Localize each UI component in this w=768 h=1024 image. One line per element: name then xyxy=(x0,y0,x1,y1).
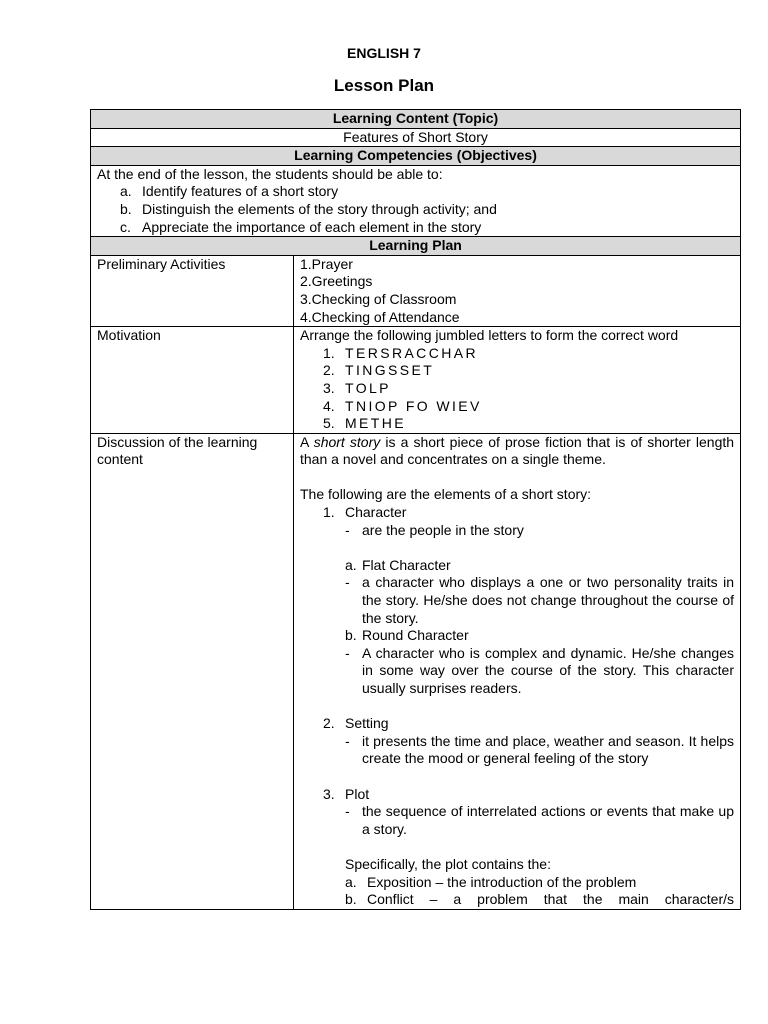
jumbled-word-item xyxy=(300,415,734,433)
learning-content-heading: Learning Content (Topic) xyxy=(91,110,741,129)
description-text: a character who displays a one or two personality traits in the story. He/she does not change throughout the course of the story. xyxy=(362,574,735,626)
preliminary-item: 3.Checking of Classroom xyxy=(300,290,457,307)
definition-text: is a short piece of prose fiction that is of shorter length than a novel and concentrates on a single theme. xyxy=(300,433,735,468)
character-type-marker: a. xyxy=(345,556,357,573)
competencies-cell xyxy=(91,165,741,236)
plot-part-item xyxy=(300,874,734,892)
dash-marker: - xyxy=(345,803,350,820)
jumbled-word-item xyxy=(300,362,734,380)
jumbled-word: TERSRACCHAR xyxy=(345,344,478,361)
dash-marker: - xyxy=(345,521,350,538)
discussion-label: Discussion of the learning content xyxy=(91,433,294,909)
element-heading-setting xyxy=(300,715,734,733)
preliminary-label: Preliminary Activities xyxy=(91,255,294,326)
objective-item xyxy=(97,219,734,237)
motivation-cell xyxy=(294,327,741,434)
jumbled-word: TOLP xyxy=(345,379,391,396)
element-marker: 2. xyxy=(323,715,335,732)
jumbled-word-marker: 5. xyxy=(323,415,335,432)
jumbled-word: TINGSSET xyxy=(345,362,435,379)
character-type-title: Round Character xyxy=(362,627,469,644)
objective-text: Appreciate the importance of each element in the story xyxy=(142,218,482,235)
character-type-marker: b. xyxy=(345,627,357,644)
element-title: Setting xyxy=(345,715,389,732)
jumbled-word-item xyxy=(300,380,734,398)
jumbled-word-item xyxy=(300,345,734,363)
dash-marker: - xyxy=(345,574,350,591)
learning-plan-heading-row xyxy=(91,237,741,256)
element-description xyxy=(300,733,734,768)
character-type-description xyxy=(300,574,734,627)
spacer xyxy=(300,698,734,716)
element-title: Character xyxy=(345,504,407,521)
preliminary-row xyxy=(91,255,741,326)
discussion-row xyxy=(91,433,741,909)
character-type-round xyxy=(300,627,734,645)
jumbled-word: TNIOP FO WIEV xyxy=(345,397,482,414)
element-marker: 1. xyxy=(323,504,335,521)
preliminary-item: 1.Prayer xyxy=(300,255,353,272)
spacer xyxy=(300,838,734,856)
objective-text: Identify features of a short story xyxy=(142,183,339,200)
plot-part-item xyxy=(300,891,734,909)
element-title: Plot xyxy=(345,785,370,802)
definition-article: A xyxy=(300,433,309,450)
competencies-heading: Learning Competencies (Objectives) xyxy=(91,147,741,166)
plot-part-marker: a. xyxy=(345,873,357,890)
competencies-row xyxy=(91,165,741,236)
plot-part-text: Conflict – a problem that the main character/s xyxy=(367,891,735,908)
jumbled-word-marker: 1. xyxy=(323,344,335,361)
objective-item xyxy=(97,201,734,219)
spacer xyxy=(300,768,734,786)
topic-row xyxy=(91,128,741,147)
objective-item xyxy=(97,183,734,201)
short-story-definition xyxy=(300,434,734,469)
element-marker: 3. xyxy=(323,785,335,802)
elements-intro: The following are the elements of a short story: xyxy=(300,486,592,503)
jumbled-word: METHE xyxy=(345,415,406,432)
objective-marker: b. xyxy=(120,200,132,217)
objective-marker: c. xyxy=(120,218,131,235)
preliminary-item: 2.Greetings xyxy=(300,273,373,290)
learning-plan-heading: Learning Plan xyxy=(91,237,741,256)
character-type-flat xyxy=(300,557,734,575)
spacer xyxy=(300,469,734,487)
motivation-intro: Arrange the following jumbled letters to form the correct word xyxy=(300,327,679,344)
plot-part-marker: b. xyxy=(345,891,357,908)
element-heading-character xyxy=(300,504,734,522)
definition-term: short story xyxy=(313,433,381,450)
topic-cell: Features of Short Story xyxy=(91,128,741,147)
preliminary-cell xyxy=(294,255,741,326)
character-type-title: Flat Character xyxy=(362,556,451,573)
objective-marker: a. xyxy=(120,183,132,200)
objective-text: Distinguish the elements of the story through activity; and xyxy=(142,200,497,217)
dash-marker: - xyxy=(345,644,350,661)
subject-heading: ENGLISH 7 xyxy=(347,45,421,61)
learning-content-heading-row xyxy=(91,110,741,129)
spacer xyxy=(300,539,734,557)
description-text: A character who is complex and dynamic. He/she changes in some way over the course of the story. This character usually surprises readers. xyxy=(362,644,735,696)
dash-marker: - xyxy=(345,732,350,749)
discussion-cell xyxy=(294,433,741,909)
document-title: Lesson Plan xyxy=(333,76,435,95)
plot-part-text: Exposition – the introduction of the problem xyxy=(367,873,637,890)
competencies-intro: At the end of the lesson, the students should be able to: xyxy=(97,165,443,182)
jumbled-word-marker: 4. xyxy=(323,397,335,414)
jumbled-word-marker: 2. xyxy=(323,362,335,379)
element-description xyxy=(300,803,734,838)
character-type-description xyxy=(300,645,734,698)
description-text: are the people in the story xyxy=(362,521,524,538)
motivation-row xyxy=(91,327,741,434)
description-text: the sequence of interrelated actions or events that make up a story. xyxy=(362,803,735,837)
element-description xyxy=(300,522,734,540)
preliminary-item: 4.Checking of Attendance xyxy=(300,308,460,325)
plot-contains-intro: Specifically, the plot contains the: xyxy=(345,855,551,872)
motivation-label: Motivation xyxy=(91,327,294,434)
competencies-heading-row xyxy=(91,147,741,166)
element-heading-plot xyxy=(300,786,734,804)
jumbled-word-marker: 3. xyxy=(323,379,335,396)
lesson-plan-table xyxy=(90,109,741,910)
description-text: it presents the time and place, weather and season. It helps create the mood or general feeling of the story xyxy=(362,732,735,767)
jumbled-word-item xyxy=(300,398,734,416)
